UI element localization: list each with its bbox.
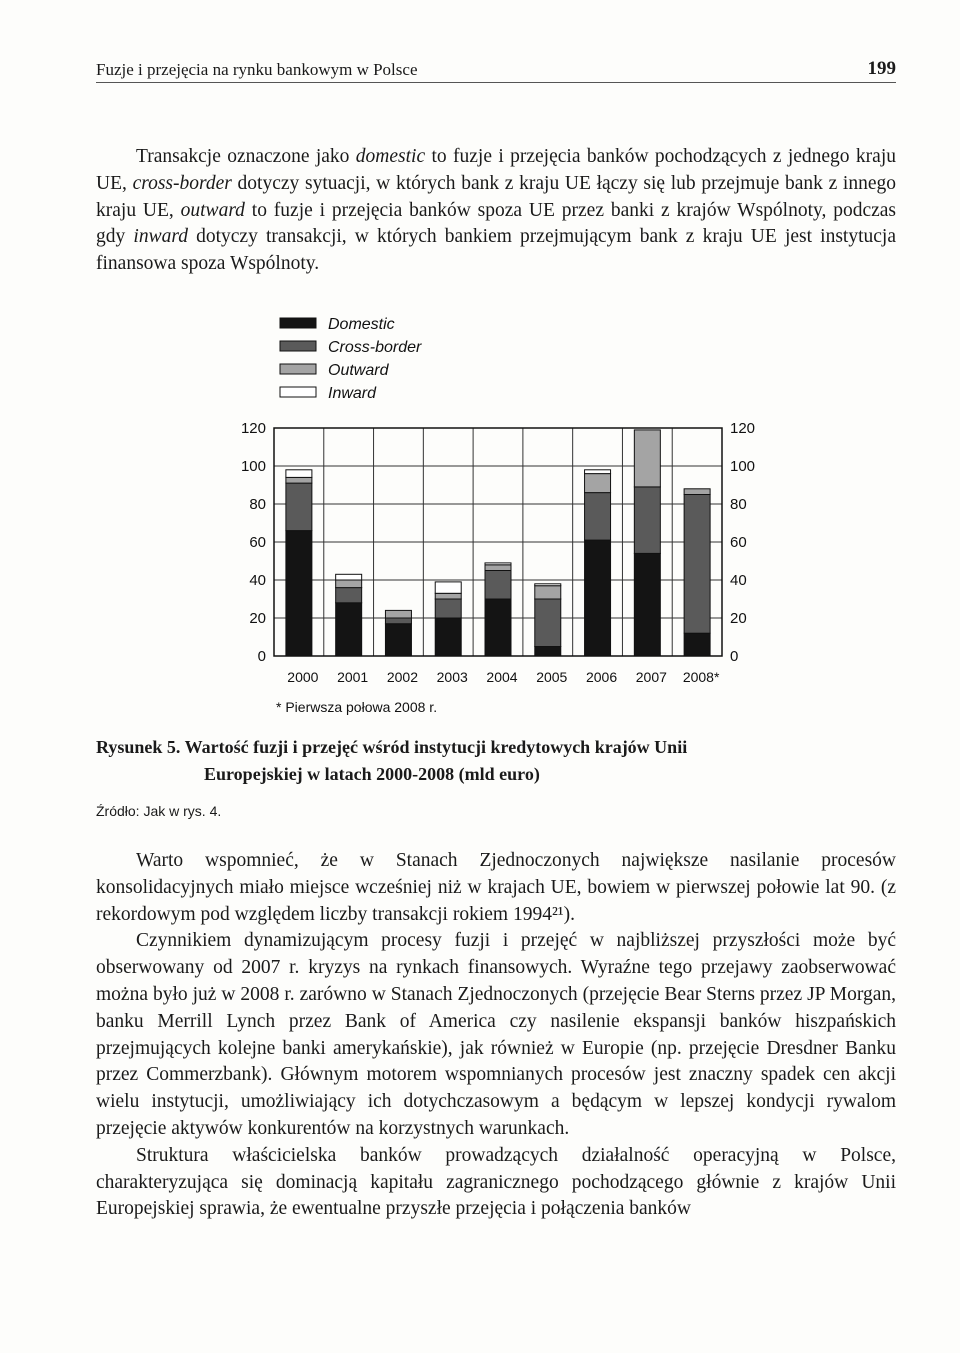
bar-segment-cross-border [336,588,362,603]
legend-label: Cross-border [328,339,422,356]
y-tick-left: 20 [249,610,266,627]
bar-segment-domestic [634,553,660,656]
bar-segment-domestic [535,647,561,657]
bar-segment-domestic [684,633,710,656]
x-tick-label: 2000 [287,669,319,685]
x-tick-label: 2007 [635,669,667,685]
bar-segment-domestic [585,540,611,656]
bar-segment-outward [585,474,611,493]
body-paragraph-2: Czynnikiem dynamizującym procesy fuzji i przejęć w najbliższej przyszłości może być obserwowany od 2007 r. kryzys na rynkach finansowych. Wyraźne tego przejawy zaobserwować można było już w 2008 r. zarówno w Stanach Zjednoczonych (przejęcie Bear Sterns przez JP Morgan, banku Merrill Lynch przez Bank of America czy nasilenie ekspansji banków hiszpańskich przejmujących kolejne banki amerykańskie), jak również w Europie (np. przejęcie Dresdner Banku przez Commerzbank). Głównym motorem wspomnianych procesów jest znaczny spadek cen akcji wielu instytucji, umożliwiający ich dotychczasowym a będącym w lepszej kondycji rywalom przejęcie aktywów konkurentów na korzystnych warunkach. [96,930,896,1139]
bar-segment-inward [535,584,561,586]
x-tick-label: 2006 [585,669,618,685]
x-tick-label: 2005 [536,669,568,685]
bar-segment-cross-border [385,618,411,624]
term-domestic: domestic [355,146,426,167]
bar-segment-cross-border [286,483,312,530]
bar-segment-outward [385,610,411,618]
bar-segment-cross-border [535,599,561,647]
body-paragraph-1: Warto wspomnieć, że w Stanach Zjednoczonych największe nasilanie procesów konsolidacyjnych miało miejsce wcześniej niż w krajach UE, bowiem w pierwszej połowie lat 90. (z rekordowym pod względem liczby transakcji rokiem 1994²¹). [96,850,896,925]
bar-segment-domestic [435,618,461,656]
bar-segment-cross-border [684,495,710,634]
x-tick-label: 2002 [386,669,419,685]
bar-segment-cross-border [585,493,611,540]
bar-segment-cross-border [435,599,461,618]
caption-label: Rysunek 5. [96,737,181,757]
body-text [96,848,896,1223]
bar-segment-outward [336,580,362,588]
bar-segment-domestic [385,624,411,656]
y-tick-left: 40 [249,572,266,589]
bar-segment-outward [286,477,312,483]
y-tick-right: 20 [730,610,747,627]
y-tick-right: 60 [730,534,747,551]
bar-segment-domestic [485,599,511,656]
caption-title-line1: Wartość fuzji i przejęć wśród instytucji kredytowych krajów Unii [184,737,688,757]
bar-segment-inward [485,563,511,565]
y-tick-left: 120 [240,420,266,437]
chart-legend [280,316,422,402]
running-title: Fuzje i przejęcia na rynku bankowym w Polsce [96,60,418,79]
figure-source: Źródło: Jak w rys. 4. [96,803,222,819]
bar-segment-inward [435,582,461,593]
bar-segment-outward [485,565,511,571]
bar-segment-cross-border [485,571,511,600]
legend-swatch [280,364,316,374]
chart-footnote: * Pierwsza połowa 2008 r. [276,699,438,715]
y-tick-left: 0 [257,648,266,665]
y-tick-left: 100 [240,458,266,475]
bar-segment-inward [286,470,312,478]
x-tick-label: 2004 [486,669,518,685]
bar-segment-cross-border [634,487,660,554]
figure-caption [96,734,687,788]
legend-label: Inward [328,385,377,402]
bar-segment-inward [585,470,611,474]
chart-bars [286,430,710,656]
legend-swatch [280,341,316,351]
y-tick-right: 40 [730,572,747,589]
term-outward: outward [180,199,245,221]
legend-label: Domestic [328,316,395,333]
bar-segment-inward [336,574,362,580]
y-tick-right: 0 [730,648,739,665]
y-tick-left: 80 [249,496,266,513]
bar-segment-outward [634,430,660,487]
bar-segment-domestic [336,603,362,656]
y-tick-right: 120 [730,420,756,437]
term-inward: inward [133,226,188,248]
x-tick-label: 2001 [337,669,369,685]
bar-segment-outward [535,586,561,599]
page-number: 199 [867,58,896,79]
term-cross-border: cross-border [132,172,232,194]
intro-paragraph: Transakcje oznaczone jako domestic to fuzje i przejęcia banków pochodzących z jednego kraju UE, cross-border dotyczy sytuacji, w których bank z kraju UE łączy się lub przejmuje bank z innego kraju UE, outward to fuzje i przejęcia banków spoza UE przez banki z krajów Wspólnoty, podczas gdy inward dotyczy transakcji, w których bankiem przejmującym bank z kraju UE jest instytucja finansowa spoza Wspólnoty. [96,146,897,275]
y-tick-right: 100 [730,458,756,475]
running-header [96,58,896,83]
x-tick-label: 2008* [682,669,720,685]
body-paragraph-3: Struktura właścicielska banków prowadzących działalność operacyjną w Polsce, charakteryzująca się dominacją kapitału zagranicznego pochodzącego głównie z krajów Unii Europejskiej sprawia, że ewentualne przyszłe przejęcia i połączenia banków [96,1144,896,1220]
bar-segment-outward [435,593,461,599]
bar-segment-outward [684,489,710,495]
bar-segment-domestic [286,531,312,656]
x-tick-label: 2003 [436,669,468,685]
y-tick-right: 80 [730,496,747,513]
legend-swatch [280,318,316,328]
legend-label: Outward [328,362,389,379]
figure-chart [230,308,770,718]
caption-title-line2: Europejskiej w latach 2000-2008 (mld euro) [204,764,540,784]
legend-swatch [280,387,316,397]
y-tick-left: 60 [249,534,266,551]
